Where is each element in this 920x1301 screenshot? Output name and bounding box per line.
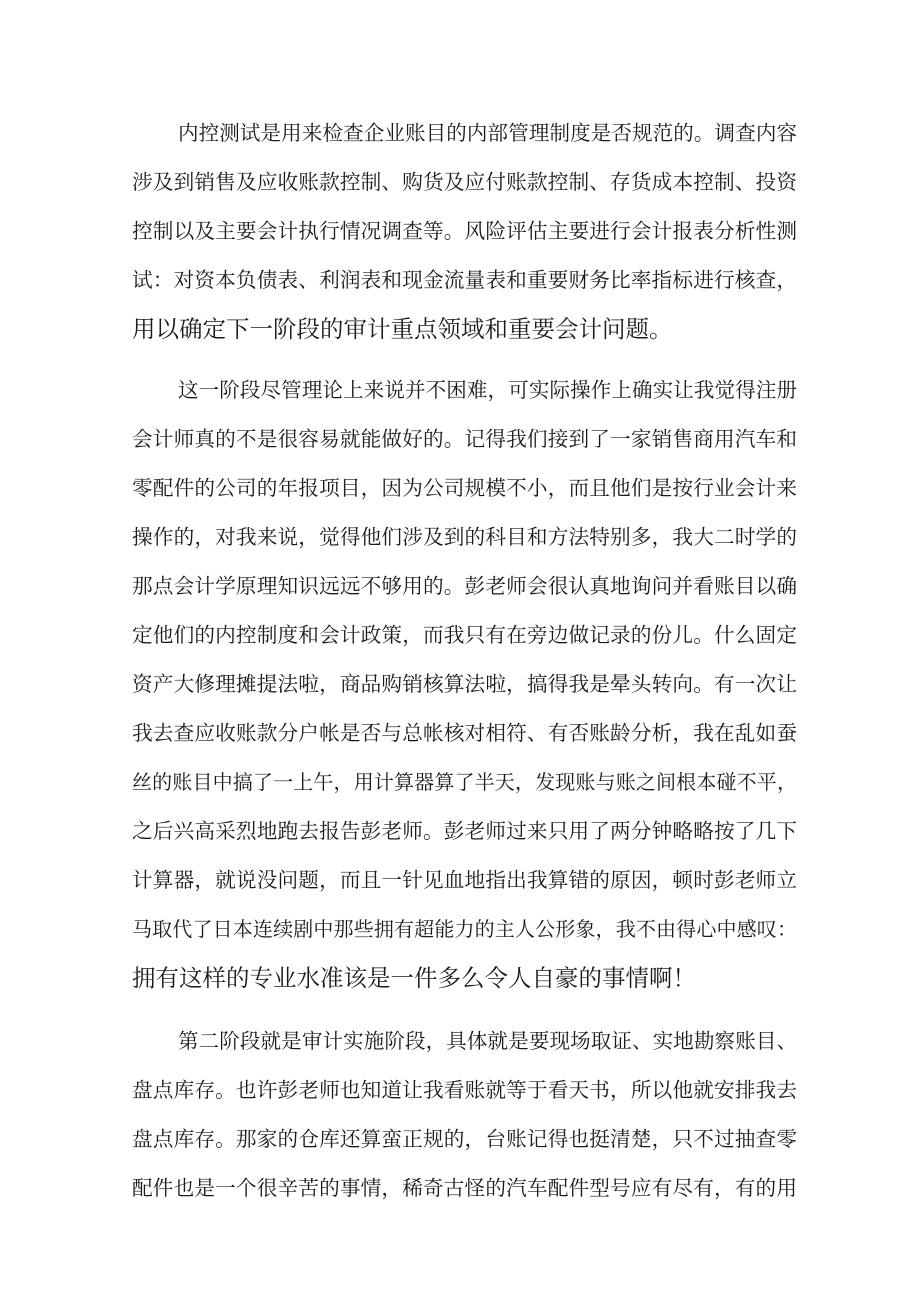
paragraph-first-stage-experience: [132, 366, 797, 1003]
paragraph-line: 涉及到销售及应收账款控制、购货及应付账款控制、存货成本控制、投资: [132, 170, 797, 194]
paragraph-line: 丝的账目中搞了一上午，用计算器算了半天，发现账与账之间根本碰不平，: [132, 770, 797, 794]
paragraph-line: 那点会计学原理知识远远不够用的。彭老师会很认真地询问并看账目以确: [132, 574, 797, 598]
paragraph-line: 盘点库存。也许彭老师也知道让我看账就等于看天书，所以他就安排我去: [132, 1078, 797, 1102]
paragraph-line: 试：对资本负债表、利润表和现金流量表和重要财务比率指标进行核查，: [132, 268, 797, 292]
paragraph-line: 马取代了日本连续剧中那些拥有超能力的主人公形象，我不由得心中感叹：: [132, 917, 797, 941]
paragraph-line: 我去查应收账款分户帐是否与总帐核对相符、有否账龄分析，我在乱如蚕: [132, 721, 797, 745]
paragraph-line: 计算器，就说没问题，而且一针见血地指出我算错的原因，顿时彭老师立: [132, 868, 797, 892]
paragraph-line: 第二阶段就是审计实施阶段，具体就是要现场取证、实地勘察账目、: [178, 1029, 797, 1053]
paragraph-line: 资产大修理摊提法啦，商品购销核算法啦，搞得我是晕头转向。有一次让: [132, 672, 797, 696]
paragraph-line: 零配件的公司的年报项目，因为公司规模不小，而且他们是按行业会计来: [132, 476, 797, 500]
paragraph-line: 操作的，对我来说，觉得他们涉及到的科目和方法特别多，我大二时学的: [132, 525, 797, 549]
paragraph-line: 会计师真的不是很容易就能做好的。记得我们接到了一家销售商用汽车和: [132, 427, 797, 451]
paragraph-line: 这一阶段尽管理论上来说并不困难，可实际操作上确实让我觉得注册: [178, 378, 797, 402]
paragraph-second-stage: [132, 1017, 797, 1213]
paragraph-line: 控制以及主要会计执行情况调查等。风险评估主要进行会计报表分析性测: [132, 219, 797, 243]
paragraph-line: 之后兴高采烈地跑去报告彭老师。彭老师过来只用了两分钟略略按了几下: [132, 819, 797, 843]
paragraph-internal-control: [132, 109, 797, 354]
paragraph-line: 内控测试是用来检查企业账目的内部管理制度是否规范的。调查内容: [178, 121, 797, 145]
paragraph-line: 配件也是一个很辛苦的事情，稀奇古怪的汽车配件型号应有尽有，有的用: [132, 1176, 797, 1200]
paragraph-line: 定他们的内控制度和会计政策，而我只有在旁边做记录的份儿。什么固定: [132, 623, 797, 647]
paragraph-line: 盘点库存。那家的仓库还算蛮正规的，台账记得也挺清楚，只不过抽查零: [132, 1127, 797, 1151]
paragraph-line: 拥有这样的专业水准该是一件多么令人自豪的事情啊！: [132, 964, 696, 992]
paragraph-line: 用以确定下一阶段的审计重点领域和重要会计问题。: [132, 315, 673, 343]
